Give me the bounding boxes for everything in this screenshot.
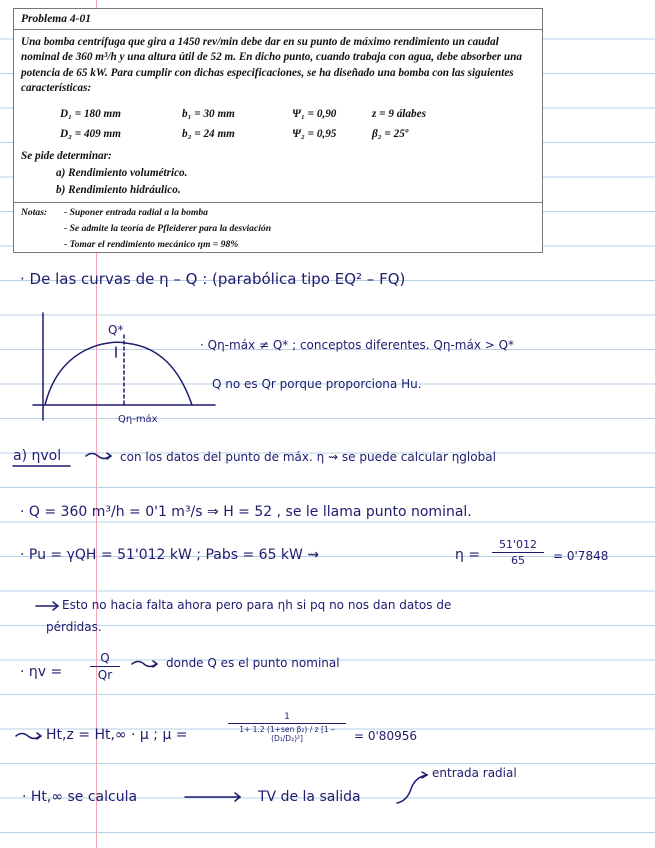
graph-label-q-star: Q* xyxy=(108,323,124,337)
param-psi2: Ψ₂ = 0,95 xyxy=(292,128,337,140)
problem-statement: Una bomba centrífuga que gira a 1450 rev/min debe dar en su punto de máximo rendimiento un caudal nominal de 360 m³/h y una altura útil de 52 m. En dicho punto, cuando trabaja con agua, debe absorber una potencia de 65 kW. Para cumplir con dichas especificaciones, se ha diseñado una bomba con las siguientes características: xyxy=(21,36,522,94)
volumetric-eff-label: · ηv = xyxy=(20,664,63,680)
entrada-radial-note: entrada radial xyxy=(432,766,517,780)
param-d2: D₂ = 409 mm xyxy=(60,128,121,140)
esto-line-1: Esto no hacia falta ahora pero para ηh si pq no nos dan datos de xyxy=(62,598,452,612)
part-a-label: a) ηvol xyxy=(13,448,62,464)
volumetric-eff-note: donde Q es el punto nominal xyxy=(166,656,340,670)
flow-rate-line: · Q = 360 m³/h = 0'1 m³/s ⇒ H = 52 , se le llama punto nominal. xyxy=(20,504,472,520)
param-b2: b₂ = 24 mm xyxy=(182,128,235,140)
volumetric-numerator: Q xyxy=(100,651,110,665)
note-2: - Se admite la teoría de Pfleiderer para la desviación xyxy=(64,223,272,234)
tv-salida-text: TV de la salida xyxy=(258,789,361,805)
mu-result: = 0'80956 xyxy=(354,729,417,743)
volumetric-denominator: Qr xyxy=(97,668,113,682)
efficiency-eq-label: η = xyxy=(455,547,481,563)
param-beta2: β₂ = 25º xyxy=(372,128,409,140)
efficiency-denominator: 65 xyxy=(511,554,525,567)
ask-item-a: a) Rendimiento volumétrico. xyxy=(56,167,188,179)
param-z: z = 9 álabes xyxy=(372,108,426,120)
note-3: - Tomar el rendimiento mecánico ηm = 98% xyxy=(64,239,239,250)
graph-label-q-eta-max: Qη-máx xyxy=(118,414,158,425)
q-not-qr-note: Q no es Qr porque proporciona Hu. xyxy=(212,377,422,391)
head-relation-line: Ht,z = Ht,∞ · μ ; μ = xyxy=(46,727,188,743)
part-a-text: con los datos del punto de máx. η ⇝ se puede calcular ηglobal xyxy=(120,450,496,464)
param-psi1: Ψ₁ = 0,90 xyxy=(292,108,337,120)
mu-denominator: 1+ 1.2 (1+sen β₂) / z [1 – (D₁/D₂)²] xyxy=(239,725,335,743)
q-eta-max-note: · Qη-máx ≠ Q* ; conceptos diferentes. Qη-máx > Q* xyxy=(200,338,515,352)
ht-inf-line: · Ht,∞ se calcula xyxy=(22,789,138,805)
problem-title: Problema 4-01 xyxy=(21,13,91,25)
efficiency-result: = 0'7848 xyxy=(553,549,609,563)
param-d1: D₁ = 180 mm xyxy=(60,108,121,120)
mu-numerator: 1 xyxy=(284,712,290,722)
ask-item-b: b) Rendimiento hidráulico. xyxy=(56,184,181,196)
curves-line: · De las curvas de η – Q : (parabólica tipo EQ² – FQ) xyxy=(20,270,406,288)
param-b1: b₁ = 30 mm xyxy=(182,108,235,120)
useful-power-line: · Pu = γQH = 51'012 kW ; Pabs = 65 kW ⇝ xyxy=(20,547,320,563)
note-1: - Suponer entrada radial a la bomba xyxy=(64,207,208,218)
esto-line-2: pérdidas. xyxy=(46,620,102,634)
ask-label: Se pide determinar: xyxy=(21,150,112,162)
notes-label: Notas: xyxy=(21,207,48,218)
efficiency-numerator: 51'012 xyxy=(498,538,538,551)
